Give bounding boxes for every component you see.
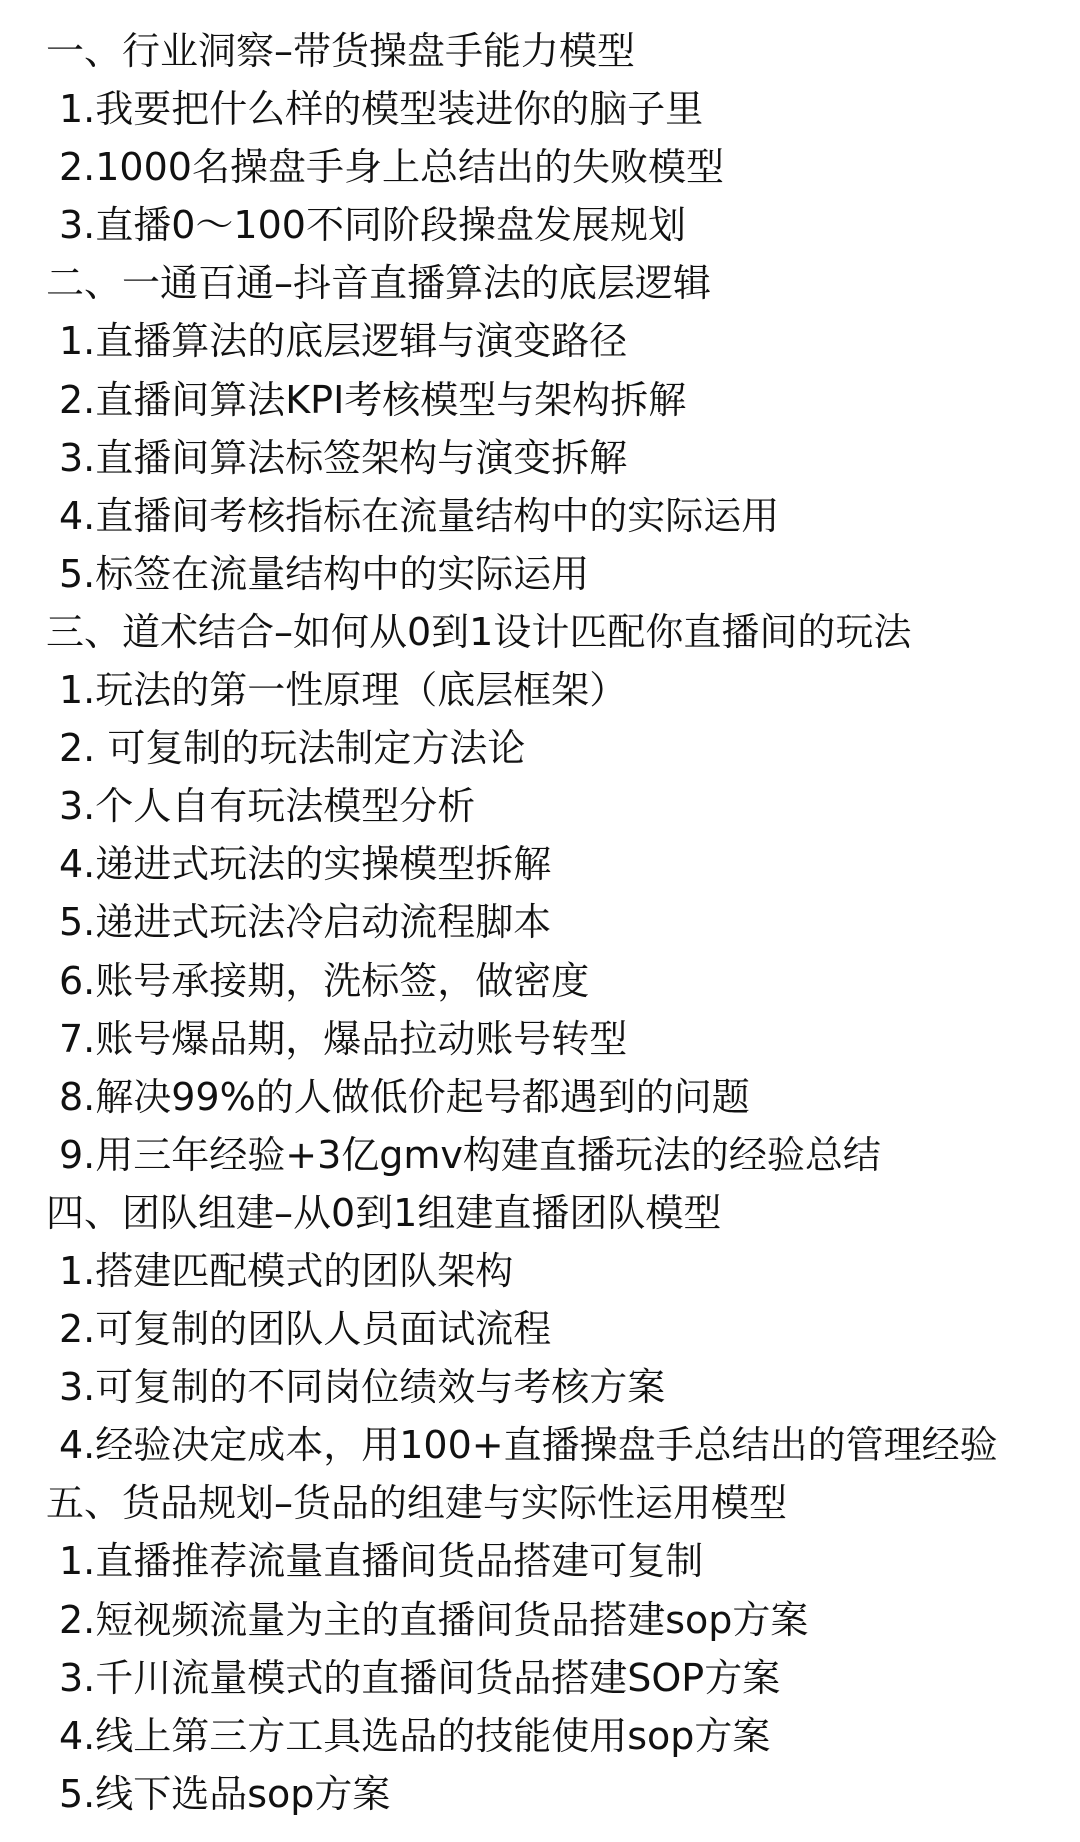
section-heading-4: 四、团队组建–从0到1组建直播团队模型 bbox=[46, 1190, 722, 1235]
list-item: 2.1000名操盘手身上总结出的失败模型 bbox=[59, 145, 724, 190]
list-item: 2.可复制的团队人员面试流程 bbox=[59, 1307, 552, 1352]
list-item: 6.账号承接期，洗标签，做密度 bbox=[59, 958, 590, 1003]
list-item: 3.直播间算法标签架构与演变拆解 bbox=[59, 435, 628, 480]
list-item: 8.解决99%的人做低价起号都遇到的问题 bbox=[59, 1074, 750, 1119]
list-item: 3.千川流量模式的直播间货品搭建SOP方案 bbox=[59, 1655, 781, 1700]
section-heading-5: 五、货品规划–货品的组建与实际性运用模型 bbox=[46, 1481, 788, 1526]
list-item: 1.玩法的第一性原理（底层框架） bbox=[59, 668, 628, 713]
list-item: 3.直播0～100不同阶段操盘发展规划 bbox=[59, 203, 686, 248]
section-heading-1: 一、行业洞察–带货操盘手能力模型 bbox=[46, 29, 636, 73]
list-item: 4.递进式玩法的实操模型拆解 bbox=[59, 842, 552, 887]
list-item: 3.可复制的不同岗位绩效与考核方案 bbox=[59, 1365, 666, 1410]
list-item: 4.经验决定成本，用100+直播操盘手总结出的管理经验 bbox=[59, 1423, 998, 1468]
list-item: 4.线上第三方工具选品的技能使用sop方案 bbox=[59, 1713, 771, 1758]
list-item: 2.短视频流量为主的直播间货品搭建sop方案 bbox=[59, 1597, 809, 1642]
list-item: 2.直播间算法KPI考核模型与架构拆解 bbox=[59, 377, 687, 422]
list-item: 9.用三年经验+3亿gmv构建直播玩法的经验总结 bbox=[59, 1132, 881, 1177]
list-item: 5.标签在流量结构中的实际运用 bbox=[59, 551, 590, 596]
list-item: 5.递进式玩法冷启动流程脚本 bbox=[59, 900, 552, 945]
course-outline bbox=[0, 22, 1080, 1823]
list-item: 1.直播算法的底层逻辑与演变路径 bbox=[59, 319, 628, 364]
section-heading-3: 三、道术结合–如何从0到1设计匹配你直播间的玩法 bbox=[46, 609, 912, 654]
list-item: 1.我要把什么样的模型装进你的脑子里 bbox=[59, 87, 704, 132]
list-item: 5.线下选品sop方案 bbox=[59, 1771, 391, 1816]
list-item: 7.账号爆品期，爆品拉动账号转型 bbox=[59, 1016, 628, 1061]
section-heading-2: 二、一通百通–抖音直播算法的底层逻辑 bbox=[46, 261, 712, 306]
list-item: 1.搭建匹配模式的团队架构 bbox=[59, 1248, 514, 1293]
list-item: 1.直播推荐流量直播间货品搭建可复制 bbox=[59, 1539, 704, 1584]
list-item: 2. 可复制的玩法制定方法论 bbox=[59, 726, 526, 771]
list-item: 4.直播间考核指标在流量结构中的实际运用 bbox=[59, 493, 780, 538]
list-item: 3.个人自有玩法模型分析 bbox=[59, 784, 476, 829]
